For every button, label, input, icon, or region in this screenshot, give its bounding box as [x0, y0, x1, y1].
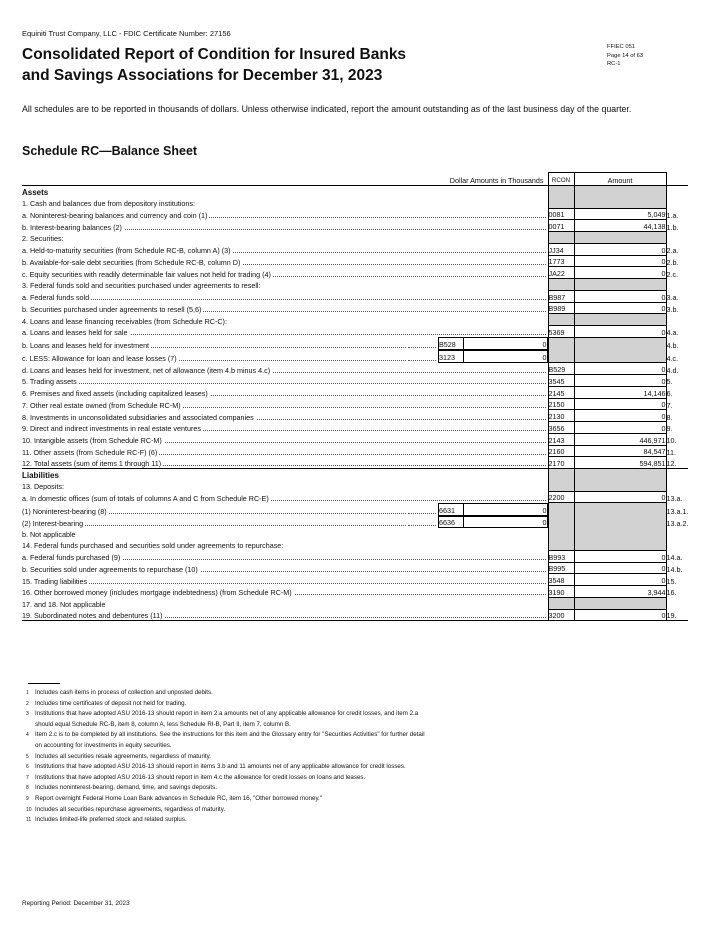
caption-text: 6. Premises and fixed assets (including capitalized leases) [22, 389, 208, 398]
form-id: FFIEC 051 [607, 44, 636, 50]
title-line-1: Consolidated Report of Condition for Insured Banks [22, 46, 407, 63]
caption-text: a. Federal funds purchased (9) [22, 553, 121, 562]
rcon-cell-empty [548, 337, 574, 350]
amount-value: 0 [574, 255, 666, 267]
item-ref: 4.c. [666, 353, 679, 363]
amount-value: 0 [574, 290, 666, 302]
amount-value: 594,851 [574, 457, 666, 469]
footnote-number: 1 [26, 690, 29, 696]
amount-value: 5,049 [574, 208, 666, 220]
rcon-code: 2160 [548, 445, 574, 457]
amount-value: 0 [574, 375, 666, 387]
table-row [22, 243, 688, 255]
caption-text: Liabilities [22, 470, 59, 480]
row-caption [22, 386, 548, 398]
amount-value: 0 [574, 574, 666, 586]
amount-cell-empty [574, 337, 666, 350]
table-row [22, 574, 688, 586]
table-row [22, 433, 688, 445]
amount-value: 3,944 [574, 586, 666, 598]
row-caption [22, 232, 548, 244]
amount-cell-empty [574, 197, 666, 208]
item-ref: 11. [666, 447, 676, 457]
amount-cell-empty [574, 516, 666, 529]
item-ref: 9. [666, 424, 673, 434]
item-ref: 8. [666, 412, 673, 422]
inner-box [438, 337, 548, 350]
row-caption [22, 267, 548, 279]
footnote-number: 2 [26, 700, 29, 707]
footnote-number: 7 [26, 774, 29, 781]
footnote-number: 11 [26, 817, 32, 824]
row-caption [22, 480, 548, 491]
amount-cell-empty [574, 186, 666, 197]
leader [408, 516, 438, 529]
amount-cell-empty [574, 539, 666, 550]
amount-cell-empty [574, 597, 666, 609]
item-ref: 14.b. [666, 564, 683, 574]
amount-value: 0 [574, 562, 666, 574]
row-caption [22, 290, 548, 302]
amount-cell-empty [574, 528, 666, 539]
rcon-code: B993 [548, 550, 574, 562]
footnote [26, 688, 686, 699]
item-ref: 5. [666, 377, 673, 387]
dollar-amounts-header: Dollar Amounts in Thousands [449, 176, 544, 185]
rcon-code: B995 [548, 562, 574, 574]
rcon-cell-empty [548, 469, 574, 480]
item-ref-empty [666, 186, 688, 197]
table-row [22, 503, 688, 516]
footnote-number: 6 [26, 764, 29, 771]
rcon-cell-empty [548, 516, 574, 529]
rcon-code: JA22 [548, 267, 574, 279]
balance-sheet-table [22, 172, 688, 621]
row-caption [22, 445, 548, 457]
row-caption [22, 422, 548, 434]
row-caption [22, 609, 548, 621]
inner-box [438, 516, 548, 529]
item-ref: 1.b. [666, 222, 679, 232]
row-caption [22, 326, 548, 338]
rcon-code: 2150 [548, 398, 574, 410]
footnote-text: Item 2.c is to be completed by all institutions. See the instructions for this item and the Glossary entry for "Securities Activities" for further detail [35, 731, 425, 739]
footnote-number: 5 [26, 753, 29, 760]
table-row [22, 232, 688, 244]
footnote-number: 4 [26, 732, 29, 739]
amount-value: 0 [574, 302, 666, 314]
item-ref-empty [666, 314, 688, 326]
footnote-text: Includes all securities repurchase agreements, regardless of maturity. [35, 805, 226, 813]
rcon-code: 5369 [548, 326, 574, 338]
leader [408, 337, 438, 350]
rcon-code: 3548 [548, 574, 574, 586]
rcon-cell-empty [548, 314, 574, 326]
rcon-cell-empty [548, 279, 574, 291]
item-ref: 19. [666, 611, 677, 621]
caption-text: (2) Interest-bearing [22, 519, 84, 529]
caption-text: 7. Other real estate owned (from Schedule RC-M) [22, 400, 181, 410]
inner-rcon-code: 6636 [439, 516, 464, 528]
inner-rcon-code: 6631 [439, 503, 464, 515]
caption-text: 16. Other borrowed money (includes mortgage indebtedness) (from Schedule RC-M) [22, 588, 292, 598]
schedule-title: Schedule RC—Balance Sheet [22, 144, 198, 158]
footnote-text: Institutions that have adopted ASU 2016-13 should report in item 2.a amounts net of any applicable allowance for credit losses, and item 2.a [35, 710, 419, 718]
caption-text: 9. Direct and indirect investments in real estate ventures [22, 424, 201, 434]
table-row [22, 197, 688, 208]
footnote-text: Report overnight Federal Home Loan Bank advances in Schedule RC, item 16, "Other borrowed money." [35, 794, 322, 802]
caption-text: 14. Federal funds purchased and securities sold under agreements to repurchase: [22, 541, 284, 551]
item-ref: 12. [666, 459, 677, 468]
schedule-code: RC-1 [607, 61, 621, 68]
caption-text: 1. Cash and balances due from depository institutions: [22, 199, 195, 208]
table-row [22, 609, 688, 621]
table-row [22, 314, 688, 326]
row-caption [22, 586, 548, 598]
rcon-code: 1773 [548, 255, 574, 267]
table-row [22, 491, 688, 503]
row-caption [22, 375, 548, 387]
row-caption [22, 398, 548, 410]
table-row [22, 597, 688, 609]
footnote-number: 8 [26, 785, 29, 792]
leader [408, 350, 438, 363]
amount-value: 44,138 [574, 220, 666, 232]
row-caption [22, 337, 408, 350]
caption-text: 12. Total assets (sum of items 1 through 11) [22, 459, 162, 468]
row-caption [22, 302, 548, 314]
table-row [22, 410, 688, 422]
footnote-text: Includes noninterest-bearing, demand, time, and savings deposits. [35, 784, 217, 792]
amount-value: 14,146 [574, 386, 666, 398]
caption-text: a. Loans and leases held for sale [22, 328, 128, 338]
row-caption [22, 433, 548, 445]
row-caption [22, 528, 548, 539]
rcon-code: 2143 [548, 433, 574, 445]
footnote [26, 762, 686, 773]
page-number: Page 14 of 63 [607, 52, 644, 59]
item-ref-empty [666, 528, 688, 539]
table-row [22, 398, 688, 410]
amount-value: 0 [574, 410, 666, 422]
row-caption [22, 503, 408, 516]
inner-amount-value: 0 [464, 338, 548, 350]
table-row [22, 457, 688, 469]
table-row [22, 375, 688, 387]
item-ref: 2.b. [666, 257, 679, 267]
table-row [22, 550, 688, 562]
amount-value: 0 [574, 267, 666, 279]
caption-text: (1) Noninterest-bearing (8) [22, 506, 107, 516]
caption-text: b. Loans and leases held for investment [22, 341, 150, 350]
rcon-code: 0081 [548, 208, 574, 220]
rcon-code: 2130 [548, 410, 574, 422]
table-row [22, 386, 688, 398]
form-reference [607, 43, 643, 69]
amount-value: 84,547 [574, 445, 666, 457]
table-bottom [22, 621, 688, 622]
item-ref-empty [666, 469, 688, 480]
footnote-continuation: on accounting for investments in equity securities. [35, 741, 172, 749]
rcon-code: 2200 [548, 491, 574, 503]
footnotes [26, 688, 686, 826]
item-ref: 4.b. [666, 341, 679, 350]
inner-rcon-code: B528 [439, 338, 464, 350]
item-ref: 2.c. [666, 269, 679, 279]
footnote-number: 10 [26, 806, 32, 813]
row-caption [22, 243, 548, 255]
table-row [22, 279, 688, 291]
rcon-cell-empty [548, 480, 574, 491]
row-caption [22, 469, 548, 480]
inner-amount-value: 0 [464, 503, 548, 515]
rcon-code: B987 [548, 290, 574, 302]
item-ref-empty [666, 539, 688, 550]
item-ref: 3.b. [666, 304, 679, 314]
caption-text: b. Not applicable [22, 530, 76, 539]
leader [408, 503, 438, 516]
row-caption [22, 350, 408, 363]
caption-text: b. Securities purchased under agreements to resell (5,6) [22, 304, 202, 314]
section-row [22, 469, 688, 480]
item-ref: 10. [666, 436, 677, 445]
row-caption [22, 279, 548, 291]
row-caption [22, 516, 408, 529]
rcon-cell-empty [548, 597, 574, 609]
item-ref: 14.a. [666, 553, 683, 562]
caption-text: 15. Trading liabilities [22, 576, 88, 586]
caption-text: b. Interest-bearing balances (2) [22, 222, 122, 232]
footnote [26, 794, 686, 805]
rcon-cell-empty [548, 503, 574, 516]
amount-value: 0 [574, 550, 666, 562]
rcon-cell-empty [548, 350, 574, 363]
rcon-code: B989 [548, 302, 574, 314]
caption-text: 10. Intangible assets (from Schedule RC-M) [22, 436, 162, 445]
caption-text: d. Loans and leases held for investment, net of allowance (item 4.b minus 4.c) [22, 365, 271, 375]
item-ref-empty [666, 279, 688, 291]
inner-box [438, 350, 548, 363]
item-ref: 16. [666, 588, 677, 598]
title-line-2: and Savings Associations for December 31, 2023 [22, 67, 383, 84]
row-caption [22, 457, 548, 469]
rcon-cell-empty [548, 528, 574, 539]
row-caption [22, 186, 548, 197]
table-row [22, 480, 688, 491]
caption-text: 5. Trading assets [22, 377, 77, 387]
table-row [22, 562, 688, 574]
rcon-cell-empty [548, 197, 574, 208]
row-caption [22, 539, 548, 550]
rcon-code: 3545 [548, 375, 574, 387]
caption-text: 4. Loans and lease financing receivables (from Schedule RC-C): [22, 316, 227, 326]
item-ref: 4.a. [666, 328, 679, 338]
amount-cell-empty [574, 232, 666, 244]
item-ref: 13.a. [666, 493, 683, 503]
item-ref-empty [666, 232, 688, 244]
table-row [22, 337, 688, 350]
inner-rcon-code: 3123 [439, 351, 464, 363]
table-row [22, 255, 688, 267]
amount-value: 0 [574, 491, 666, 503]
inner-amount-value: 0 [464, 351, 548, 363]
institution-line: Equiniti Trust Company, LLC - FDIC Certificate Number: 27156 [22, 29, 231, 38]
caption-text: 19. Subordinated notes and debentures (11) [22, 611, 163, 621]
footnote-text: Includes time certificates of deposit not held for trading. [35, 699, 187, 707]
table-row [22, 363, 688, 375]
section-row [22, 186, 688, 197]
report-title [22, 44, 582, 86]
caption-text: b. Available-for-sale debt securities (from Schedule RC-B, column D) [22, 257, 241, 267]
caption-text: 8. Investments in unconsolidated subsidiaries and associated companies [22, 412, 254, 422]
amount-value: 0 [574, 398, 666, 410]
caption-text: 2. Securities: [22, 234, 64, 244]
table-row [22, 208, 688, 220]
row-caption [22, 562, 548, 574]
caption-text: b. Securities sold under agreements to repurchase (10) [22, 564, 198, 574]
item-ref: 13.a.2. [666, 519, 689, 529]
row-caption [22, 314, 548, 326]
intro-text: All schedules are to be reported in thousands of dollars. Unless otherwise indicated, report the amount outstanding as of the last business day of the quarter. [22, 104, 632, 114]
row-caption [22, 491, 548, 503]
table-row [22, 290, 688, 302]
rcon-code: JJ34 [548, 243, 574, 255]
row-caption [22, 220, 548, 232]
caption-text: 3. Federal funds sold and securities purchased under agreements to resell: [22, 281, 261, 291]
rcon-code: 3200 [548, 609, 574, 621]
amount-value: 446,971 [574, 433, 666, 445]
caption-text: a. Federal funds sold [22, 293, 90, 302]
row-caption [22, 410, 548, 422]
row-caption [22, 208, 548, 220]
item-ref: 4.d. [666, 365, 679, 375]
footnote [26, 730, 686, 741]
footnote-rule [28, 683, 60, 684]
rcon-cell-empty [548, 186, 574, 197]
item-ref-empty [666, 597, 688, 609]
table-row [22, 350, 688, 363]
caption-text: a. Noninterest-bearing balances and currency and coin (1) [22, 210, 208, 220]
footnote-text: Includes limited-life preferred stock and related surplus. [35, 816, 187, 824]
caption-text: 11. Other assets (from Schedule RC-F) (6) [22, 447, 158, 457]
row-caption [22, 550, 548, 562]
item-ref: 15. [666, 576, 677, 586]
row-caption [22, 363, 548, 375]
footnote-text: Institutions that have adopted ASU 2016-13 should report in items 3.b and 11 amounts net of any applicable allowance for credit losses. [35, 763, 406, 771]
table-row [22, 539, 688, 550]
reporting-period: Reporting Period: December 31, 2023 [22, 900, 130, 907]
caption-text: a. In domestic offices (sum of totals of columns A and C from Schedule RC-E) [22, 493, 269, 503]
row-caption [22, 597, 548, 609]
amount-cell-empty [574, 503, 666, 516]
caption-text: c. LESS: Allowance for loan and lease losses (7) [22, 353, 177, 363]
rcon-header: RCON [548, 173, 574, 186]
footnote-number: 9 [26, 795, 29, 802]
table-row [22, 516, 688, 529]
amount-cell-empty [574, 480, 666, 491]
item-ref: 2.a. [666, 246, 679, 255]
rcon-code: 2145 [548, 386, 574, 398]
footnote-text: Includes all securities resale agreements, regardless of maturity. [35, 752, 211, 760]
footnote [26, 709, 686, 720]
amount-value: 0 [574, 609, 666, 621]
row-caption [22, 574, 548, 586]
rcon-code: B529 [548, 363, 574, 375]
table-row [22, 302, 688, 314]
item-ref: 6. [666, 389, 673, 398]
rcon-code: 0071 [548, 220, 574, 232]
table-header-row [22, 173, 688, 186]
item-ref: 1.a. [666, 210, 679, 220]
table-row [22, 267, 688, 279]
table-row [22, 586, 688, 598]
amount-cell-empty [574, 314, 666, 326]
caption-text: 17. and 18. Not applicable [22, 600, 106, 609]
footnote [26, 699, 686, 710]
table-row [22, 422, 688, 434]
footnote-continuation: should equal Schedule RC-B, item 8, column A, less Schedule RI-B, Part II, item 7, column B. [35, 720, 291, 728]
row-caption [22, 197, 548, 208]
item-ref: 7. [666, 400, 673, 410]
item-ref: 3.a. [666, 293, 679, 302]
inner-amount-value: 0 [464, 516, 548, 528]
footnote [26, 815, 686, 826]
caption-text: Assets [22, 187, 49, 197]
amount-cell-empty [574, 469, 666, 480]
footnote-text: Includes cash items in process of collection and unposted debits. [35, 689, 213, 696]
item-ref-empty [666, 480, 688, 491]
rcon-code: 3190 [548, 586, 574, 598]
amount-value: 0 [574, 363, 666, 375]
item-ref-empty [666, 197, 688, 208]
amount-header: Amount [574, 173, 666, 186]
table-row [22, 220, 688, 232]
item-ref: 13.a.1. [666, 506, 689, 516]
amount-cell-empty [574, 350, 666, 363]
footnote [26, 773, 686, 784]
footnote [26, 783, 686, 794]
footnote [26, 805, 686, 816]
caption-text: a. Held-to-maturity securities (from Schedule RC-B, column A) (3) [22, 246, 231, 255]
rcon-cell-empty [548, 232, 574, 244]
footnote-number: 3 [26, 711, 29, 718]
caption-text: 13. Deposits: [22, 482, 64, 491]
rcon-cell-empty [548, 539, 574, 550]
caption-text: c. Equity securities with readily determinable fair values not held for trading (4) [22, 269, 271, 279]
table-row [22, 445, 688, 457]
rcon-code: 2170 [548, 457, 574, 469]
table-row [22, 326, 688, 338]
row-caption [22, 255, 548, 267]
amount-cell-empty [574, 279, 666, 291]
amount-value: 0 [574, 422, 666, 434]
table-row [22, 528, 688, 539]
footnote-text: Institutions that have adopted ASU 2016-13 should report in item 4.c the allowance for credit losses on loans and leases. [35, 773, 366, 781]
amount-value: 0 [574, 326, 666, 338]
footnote [26, 752, 686, 763]
rcon-code: 3656 [548, 422, 574, 434]
amount-value: 0 [574, 243, 666, 255]
inner-box [438, 503, 548, 516]
